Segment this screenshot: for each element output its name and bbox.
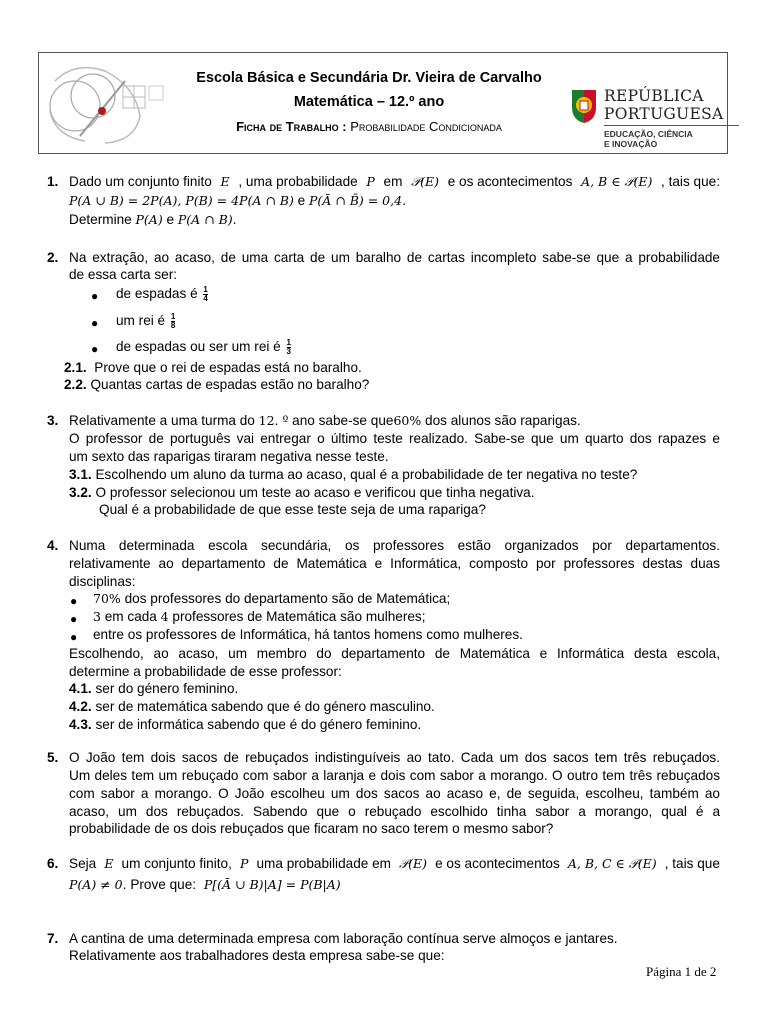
question-number: 2. — [47, 250, 59, 265]
text: Quantas cartas de espadas estão no baralho? — [90, 377, 370, 392]
math: A, B, C ∈ 𝒫(E) — [567, 856, 657, 871]
math: P(A ∩ B). — [177, 212, 237, 227]
text: O professor selecionou um teste ao acaso e verificou que tinha negativa. — [95, 485, 535, 500]
numerator: 1 — [203, 285, 208, 294]
subquestion — [64, 377, 369, 392]
bullet: ● — [91, 316, 99, 330]
text: de espadas ou ser um rei é — [116, 339, 281, 355]
text: e — [297, 193, 306, 208]
question-4-line-4: Escolhendo, ao acaso, um membro do departamento de Matemática e Informática desta escola, — [69, 646, 720, 661]
text: em — [383, 174, 403, 189]
text: uma probabilidade em — [256, 856, 391, 871]
denominator: 3 — [286, 347, 291, 356]
math: P[(Ā ∪ B)|A] = P(B|A) — [203, 877, 341, 892]
question-5-line-1: O João tem dois sacos de rebuçados indistinguíveis ao tato. Cada um dos sacos tem três rebuçados. — [69, 750, 720, 765]
text: e os acontecimentos — [447, 174, 573, 189]
page-number: Página 1 de 2 — [646, 964, 717, 979]
subquestion-number: 2.2. — [64, 377, 87, 392]
text: um rei é — [116, 313, 166, 329]
math: 3 — [93, 609, 101, 624]
math: P(A) — [135, 212, 163, 227]
question-4-line-2: relativamente ao departamento de Matemática e Informática, composto por professores destas duas — [69, 556, 720, 571]
subquestion-number: 3.1. — [69, 467, 92, 482]
text: Seja — [69, 856, 97, 871]
question-7-line-1: A cantina de uma determinada empresa com laboração contínua serve almoços e jantares. — [69, 931, 618, 946]
question-4-line-5: determine a probabilidade de esse professor: — [69, 664, 342, 679]
bullet: ● — [70, 594, 78, 608]
bullet: ● — [91, 289, 99, 303]
bullet-item — [116, 286, 208, 303]
document-header — [38, 52, 728, 154]
question-5-line-4: acaso, um dos rebuçados. Sabendo que o rebuçado escolhido tinha sabor a morango, qual é a — [69, 804, 720, 819]
math: P(Ā ∩ B̄) = 0,4. — [308, 193, 407, 208]
denominator: 8 — [170, 321, 176, 330]
bullet-item — [116, 313, 175, 330]
text: e os acontecimentos — [435, 856, 560, 871]
question-5-line-5: probabilidade de os dois rebuçados que ficaram no saco terem o mesmo sabor? — [69, 821, 554, 836]
text: Relativamente a uma turma do — [69, 413, 255, 428]
math: 12. º — [258, 413, 289, 428]
question-number: 4. — [47, 538, 59, 553]
subquestion-continued: Qual é a probabilidade de que esse teste seja de uma rapariga? — [99, 502, 486, 517]
math: P(A ∪ B) = 2P(A), P(B) = 4P(A ∩ B) — [69, 193, 294, 208]
math: E — [104, 856, 114, 871]
question-5-line-2: Um deles tem um rebuçado com sabor a laranja e dois com sabor a morango. O outro tem três rebuçados — [69, 768, 720, 783]
question-4-line-1: Numa determinada escola secundária, os professores estão organizados por departamentos. — [69, 538, 720, 553]
question-1-line-3 — [69, 212, 237, 227]
ministry-text: EDUCAÇÃO, CIÊNCIA — [604, 129, 693, 139]
republica-text: REPÚBLICA — [604, 87, 704, 105]
subquestion — [69, 467, 637, 482]
question-4-line-3: disciplinas: — [69, 574, 136, 589]
text: , uma probabilidade — [238, 174, 358, 189]
question-1-line-2 — [69, 193, 406, 208]
text: dos alunos são raparigas. — [425, 413, 581, 428]
portuguesa-text: PORTUGUESA — [604, 105, 724, 123]
math: 70% — [93, 591, 121, 606]
text: em cada — [104, 609, 157, 624]
text: de espadas é — [116, 286, 198, 302]
question-2-intro: Na extração, ao acaso, de uma carta de um baralho de cartas incompleto sabe-se que a probabilidade — [69, 250, 720, 265]
bullet-item — [116, 339, 291, 356]
question-number: 1. — [47, 174, 59, 189]
subquestion-number: 3.2. — [69, 485, 92, 500]
bullet-item — [93, 609, 426, 624]
text: e — [166, 212, 175, 227]
ministry-text-2: E INOVAÇÃO — [604, 139, 658, 149]
text: um conjunto finito, — [121, 856, 232, 871]
text: professores de Matemática são mulheres; — [172, 609, 426, 624]
worksheet-label: Ficha de Trabalho : — [236, 119, 347, 134]
text: Prove que: — [130, 877, 197, 892]
question-2-intro-2: de essa carta ser: — [69, 267, 178, 282]
school-logo — [45, 61, 180, 147]
text: , tais que: — [661, 174, 720, 189]
portuguese-coat-of-arms-icon — [569, 85, 599, 125]
denominator: 4 — [203, 294, 208, 303]
question-6-line-2 — [69, 877, 341, 892]
text: Determine — [69, 212, 132, 227]
subquestion — [69, 717, 421, 732]
math: 60% — [393, 413, 422, 428]
subquestion-number: 4.1. — [69, 681, 92, 696]
math: 𝒫(E) — [411, 174, 440, 189]
math: A, B ∈ 𝒫(E) — [581, 174, 653, 189]
text: ser do género feminino. — [95, 681, 239, 696]
bullet-item: entre os professores de Informática, há tantos homens como mulheres. — [93, 627, 523, 642]
worksheet-title — [184, 119, 554, 134]
fraction — [203, 286, 207, 303]
text: Escolhendo um aluno da turma ao acaso, qual é a probabilidade de ter negativa no teste? — [95, 467, 638, 482]
subquestion — [69, 681, 238, 696]
numerator: 1 — [170, 312, 176, 321]
question-number: 7. — [47, 931, 59, 946]
math: P — [366, 174, 375, 189]
text: Prove que o rei de espadas está no baralho. — [94, 360, 362, 375]
bullet: ● — [70, 612, 78, 626]
school-name: Escola Básica e Secundária Dr. Vieira de Carvalho — [196, 70, 542, 86]
question-1-line-1 — [69, 174, 720, 190]
question-3-line-2: O professor de português vai entregar o último teste realizado. Sabe-se que um quarto dos rapazes e — [69, 431, 720, 446]
text: ser de matemática sabendo que é do género masculino. — [95, 699, 435, 714]
math: 𝒫(E) — [399, 856, 427, 871]
subquestion — [64, 360, 362, 375]
math: 4 — [160, 609, 169, 624]
worksheet-topic: Probabilidade Condicionada — [350, 119, 502, 134]
math: P — [239, 856, 249, 871]
subquestion — [69, 699, 435, 714]
text: ser de informática sabendo que é do género feminino. — [95, 717, 422, 732]
question-number: 5. — [47, 750, 59, 765]
subquestion-number: 4.3. — [69, 717, 92, 732]
question-6-line-1 — [69, 856, 720, 872]
bullet: ● — [70, 630, 78, 644]
text: dos professores do departamento são de Matemática; — [124, 591, 451, 606]
question-number: 6. — [47, 856, 59, 871]
text: , tais que — [664, 856, 720, 871]
subject-title: Matemática – 12.º ano — [293, 94, 445, 110]
divider — [604, 125, 739, 126]
subquestion-number: 2.1. — [64, 360, 87, 375]
text: Dado um conjunto finito — [69, 174, 212, 189]
bullet-item — [93, 591, 450, 606]
text: ano sabe-se que — [292, 413, 394, 428]
subquestion-number: 4.2. — [69, 699, 92, 714]
fraction — [287, 339, 291, 356]
question-3-line-1 — [69, 413, 581, 428]
question-number: 3. — [47, 413, 59, 428]
numerator: 1 — [286, 338, 291, 347]
question-5-line-3: com sabor a morango. O João escolheu um dos sacos ao acaso e, de seguida, escolheu, também ao — [69, 786, 720, 801]
math: E — [220, 174, 230, 189]
bullet: ● — [91, 342, 99, 356]
math: P(A) ≠ 0. — [69, 877, 127, 892]
question-3-line-3: um sexto das raparigas tiraram negativa nesse teste. — [69, 449, 389, 464]
fraction — [171, 313, 175, 330]
subquestion — [69, 485, 535, 500]
question-7-line-2: Relativamente aos trabalhadores desta empresa sabe-se que: — [69, 948, 445, 963]
